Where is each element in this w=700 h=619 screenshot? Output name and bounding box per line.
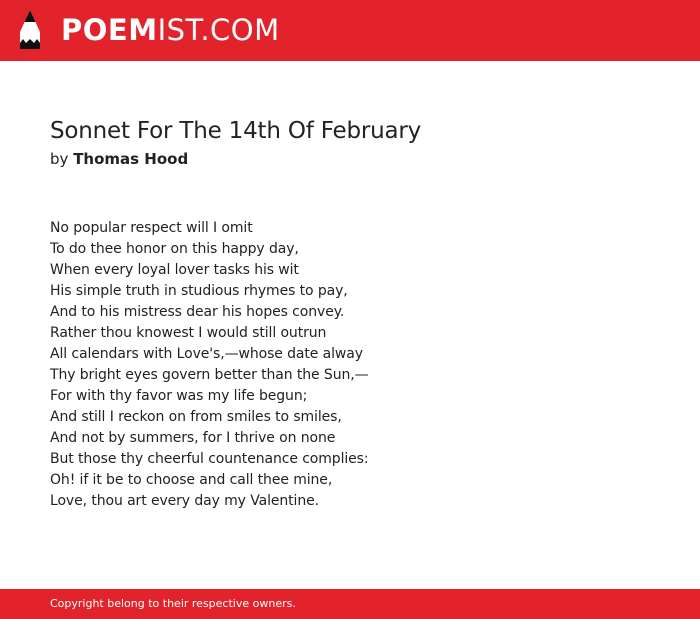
poem-line: All calendars with Love's,—whose date alway — [50, 346, 363, 362]
poem-line: Rather thou knowest I would still outrun — [50, 325, 327, 341]
brand-bold-text: POEM — [61, 13, 158, 47]
poem-line: And not by summers, for I thrive on none — [50, 430, 336, 446]
brand-light-text: IST.COM — [157, 13, 280, 47]
poem-line: For with thy favor was my life begun; — [50, 388, 308, 404]
poem-line: And to his mistress dear his hopes convey. — [50, 304, 345, 320]
poem-author: Thomas Hood — [73, 150, 189, 168]
poem-line: No popular respect will I omit — [50, 220, 253, 236]
poem-line: To do thee honor on this happy day, — [50, 241, 299, 257]
poem-line: But those thy cheerful countenance complies: — [50, 451, 369, 467]
by-label: by — [50, 150, 69, 168]
site-logo-text[interactable] — [61, 12, 280, 48]
poem-line: Oh! if it be to choose and call thee mine, — [50, 472, 333, 488]
poem-line: And still I reckon on from smiles to smiles, — [50, 409, 342, 425]
site-header — [0, 0, 700, 61]
poem-byline — [50, 149, 188, 169]
poem-body — [50, 218, 369, 512]
site-footer — [0, 589, 700, 619]
copyright-text: Copyright belong to their respective owners. — [50, 597, 296, 610]
poem-line: When every loyal lover tasks his wit — [50, 262, 299, 278]
poem-line: His simple truth in studious rhymes to pay, — [50, 283, 348, 299]
pen-nib-icon[interactable] — [17, 9, 43, 51]
poem-line: Love, thou art every day my Valentine. — [50, 493, 319, 509]
poem-title: Sonnet For The 14th Of February — [50, 118, 422, 144]
poem-line: Thy bright eyes govern better than the Sun,— — [50, 367, 369, 383]
